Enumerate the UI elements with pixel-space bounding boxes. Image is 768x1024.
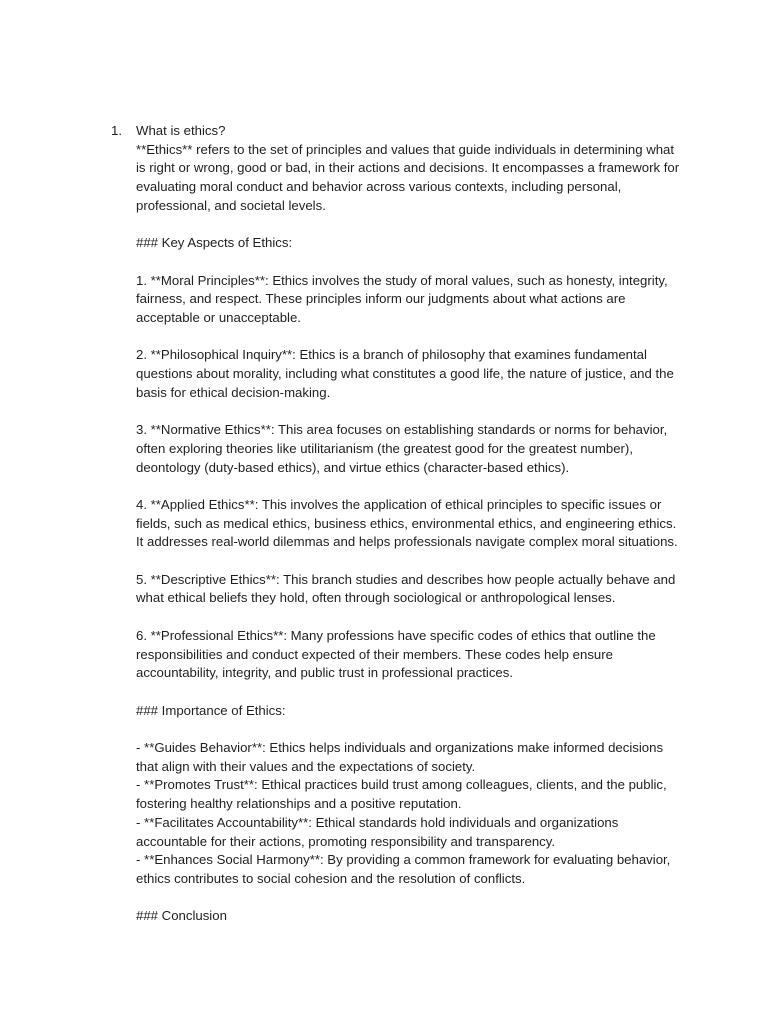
question-heading: What is ethics?	[136, 123, 226, 138]
spacer	[136, 608, 681, 627]
importance-item: - **Enhances Social Harmony**: By providing a common framework for evaluating behavior, ethics contributes to social cohesion and the resolution of conflicts.	[136, 852, 671, 886]
conclusion-heading: ### Conclusion	[136, 908, 227, 924]
spacer	[136, 216, 681, 235]
spacer	[136, 889, 681, 908]
intro-paragraph: **Ethics** refers to the set of principles and values that guide individuals in determining what is right or wrong, good or bad, in their actions and decisions. It encompasses a framework for evaluating moral conduct and behavior across various contexts, including personal, professional, and societal levels.	[136, 141, 680, 213]
spacer	[136, 403, 681, 422]
key-aspects-heading: ### Key Aspects of Ethics:	[136, 235, 293, 251]
spacer	[136, 720, 681, 739]
aspect-paragraph: 1. **Moral Principles**: Ethics involves the study of moral values, such as honesty, integrity, fairness, and respect. These principles inform our judgments about what actions are acceptable or unacceptable.	[136, 272, 668, 325]
aspect-paragraph: 5. **Descriptive Ethics**: This branch studies and describes how people actually behave and what ethical beliefs they hold, often through sociological or anthropological lenses.	[136, 571, 676, 606]
importance-item: - **Promotes Trust**: Ethical practices build trust among colleagues, clients, and the public, fostering healthy relationships and a positive reputation.	[136, 777, 667, 812]
importance-item: - **Facilitates Accountability**: Ethical standards hold individuals and organizations accountable for their actions, promoting responsibility and transparency.	[136, 814, 619, 849]
importance-heading: ### Importance of Ethics:	[136, 702, 286, 718]
importance-item: - **Guides Behavior**: Ethics helps individuals and organizations make informed decisions that align with their values and the expectations of society.	[136, 740, 664, 774]
aspect-paragraph: 2. **Philosophical Inquiry**: Ethics is a branch of philosophy that examines fundamental questions about morality, including what constitutes a good life, the nature of justice, and the basis for ethical decision-making.	[136, 347, 674, 400]
aspect-paragraph: 4. **Applied Ethics**: This involves the application of ethical principles to specific issues or fields, such as medical ethics, business ethics, environmental ethics, and engineering ethics. It addresses real-world dilemmas and helps professionals navigate complex moral situations.	[136, 496, 678, 550]
spacer	[136, 477, 681, 496]
aspect-paragraph: 3. **Normative Ethics**: This area focuses on establishing standards or norms for behavior, often exploring theories like utilitarianism (the greatest good for the greatest number), deontology (duty-based ethics), and virtue ethics (character-based ethics).	[136, 422, 668, 475]
spacer	[136, 328, 681, 347]
aspect-paragraph: 6. **Professional Ethics**: Many professions have specific codes of ethics that outline the responsibilities and conduct expected of their members. These codes help ensure accountability, integrity, and public trust in professional practices.	[136, 627, 656, 681]
list-number: 1.	[111, 123, 122, 138]
document-body	[136, 122, 681, 926]
spacer	[136, 552, 681, 571]
spacer	[136, 253, 681, 272]
spacer	[136, 683, 681, 702]
